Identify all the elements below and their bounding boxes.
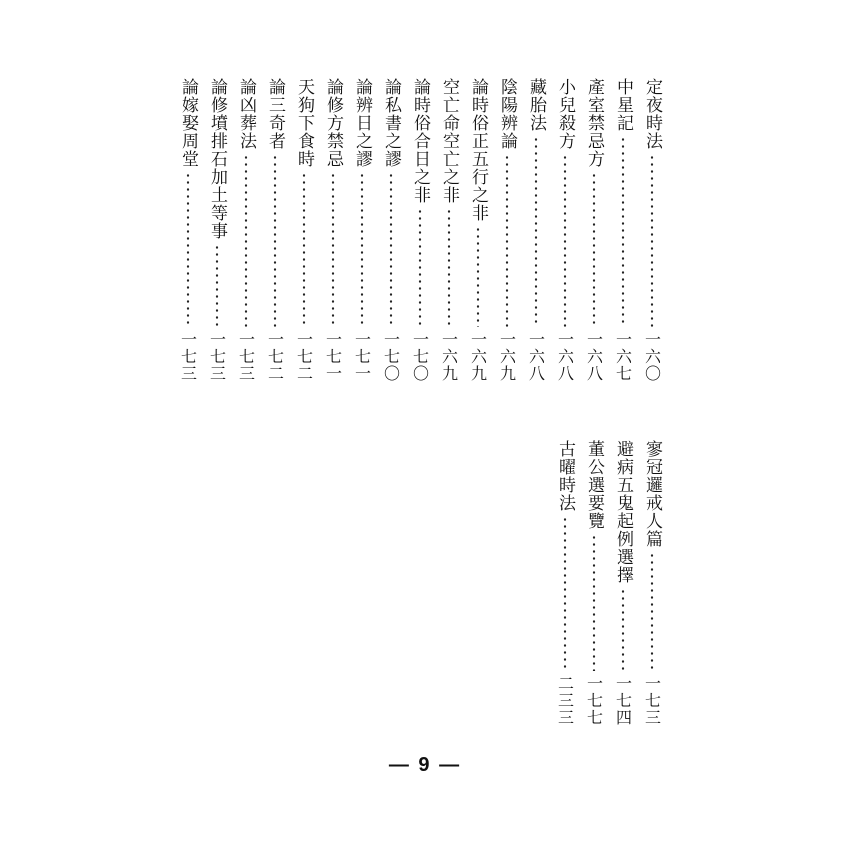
toc-entry-title: 產室禁忌方 <box>584 78 604 168</box>
toc-entry-title: 寥冠邏戒人篇 <box>642 440 662 548</box>
toc-leader-dots <box>215 244 219 327</box>
toc-entry-title: 論凶葬法 <box>236 78 256 150</box>
toc-entry-title: 論嫁娶周堂 <box>178 78 198 168</box>
toc-entry[interactable] <box>641 440 662 726</box>
toc-leader-dots <box>418 208 422 327</box>
toc-leader-dots <box>302 172 306 327</box>
toc-leader-dots <box>534 136 538 327</box>
toc-leader-dots <box>244 154 248 327</box>
toc-leader-dots <box>186 172 190 327</box>
toc-entry-page: 一七〇 <box>381 331 401 382</box>
toc-entry-title: 論私書之謬 <box>381 78 401 168</box>
toc-leader-dots <box>505 154 509 327</box>
toc-entry-page: 一六七 <box>613 331 633 382</box>
toc-leader-dots <box>331 172 335 327</box>
toc-entry[interactable] <box>438 78 459 382</box>
toc-entry[interactable] <box>235 78 256 382</box>
toc-entry[interactable] <box>177 78 198 382</box>
toc-entry-title: 論時俗正五行之非 <box>468 78 488 222</box>
toc-leader-dots <box>650 154 654 327</box>
toc-leader-dots <box>592 172 596 327</box>
toc-entry-page: 一七三 <box>207 331 227 382</box>
toc-entry-page: 一七二 <box>265 331 285 382</box>
toc-entry-title: 古曜時法 <box>555 440 575 512</box>
toc-leader-dots <box>447 208 451 327</box>
toc-entry-page: 一六〇 <box>642 331 662 382</box>
toc-entry[interactable] <box>293 78 314 382</box>
toc-leader-dots <box>476 226 480 327</box>
toc-entry[interactable] <box>583 440 604 726</box>
toc-entry-title: 論三奇者 <box>265 78 285 150</box>
toc-leader-dots <box>563 516 567 671</box>
toc-entry[interactable] <box>641 78 662 382</box>
toc-entry-title: 論辨日之謬 <box>352 78 372 168</box>
toc-leader-dots <box>621 588 625 671</box>
toc-leader-dots <box>563 154 567 327</box>
toc-entry-page: 二三三 <box>555 675 575 726</box>
toc-entry-page: 一七二 <box>294 331 314 382</box>
toc-entry-page: 一六八 <box>555 331 575 382</box>
page-number: — 9 — <box>388 754 462 776</box>
toc-entry-page: 一六九 <box>497 331 517 382</box>
toc-entry-page: 一七三 <box>642 675 662 726</box>
toc-entry[interactable] <box>583 78 604 382</box>
toc-entry-page: 一六八 <box>584 331 604 382</box>
toc-leader-dots <box>592 534 596 671</box>
toc-entry-title: 天狗下食時 <box>294 78 314 168</box>
toc-entry-title: 空亡命空亡之非 <box>439 78 459 204</box>
toc-leader-dots <box>360 172 364 327</box>
toc-entry-title: 小兒殺方 <box>555 78 575 150</box>
toc-entry[interactable] <box>351 78 372 382</box>
toc-entry-title: 論時俗合日之非 <box>410 78 430 204</box>
toc-entry[interactable] <box>554 440 575 726</box>
toc-leader-dots <box>273 154 277 327</box>
toc-entry-page: 一六九 <box>468 331 488 382</box>
toc-leader-dots <box>650 552 654 671</box>
toc-entry-title: 陰陽辨論 <box>497 78 517 150</box>
toc-entry-title: 論修方禁忌 <box>323 78 343 168</box>
toc-entry-page: 一七七 <box>584 675 604 726</box>
toc-entry-page: 一七一 <box>352 331 372 382</box>
toc-column-bottom <box>546 440 662 726</box>
toc-entry[interactable] <box>525 78 546 382</box>
toc-entry-title: 定夜時法 <box>642 78 662 150</box>
toc-leader-dots <box>621 136 625 327</box>
toc-entry-page: 一六八 <box>526 331 546 382</box>
toc-entry-title: 董公選要覽 <box>584 440 604 530</box>
toc-entry-page: 一七〇 <box>410 331 430 382</box>
toc-entry-page: 一七三 <box>178 331 198 382</box>
toc-column-top <box>169 78 662 382</box>
toc-entry[interactable] <box>409 78 430 382</box>
toc-entry[interactable] <box>612 440 633 726</box>
toc-entry-title: 藏胎法 <box>526 78 546 132</box>
toc-entry-title: 避病五鬼起例選擇 <box>613 440 633 584</box>
toc-entry[interactable] <box>554 78 575 382</box>
toc-entry[interactable] <box>612 78 633 382</box>
toc-entry-title: 論修墳排石加土等事 <box>207 78 227 240</box>
toc-entry[interactable] <box>467 78 488 382</box>
toc-entry[interactable] <box>322 78 343 382</box>
toc-entry-page: 一六九 <box>439 331 459 382</box>
toc-entry-page: 一七三 <box>236 331 256 382</box>
toc-entry[interactable] <box>206 78 227 382</box>
toc-entry[interactable] <box>496 78 517 382</box>
toc-leader-dots <box>389 172 393 327</box>
toc-entry-page: 一七一 <box>323 331 343 382</box>
toc-entry-title: 中星記 <box>613 78 633 132</box>
toc-entry-page: 一七四 <box>613 675 633 726</box>
toc-entry[interactable] <box>264 78 285 382</box>
toc-entry[interactable] <box>380 78 401 382</box>
